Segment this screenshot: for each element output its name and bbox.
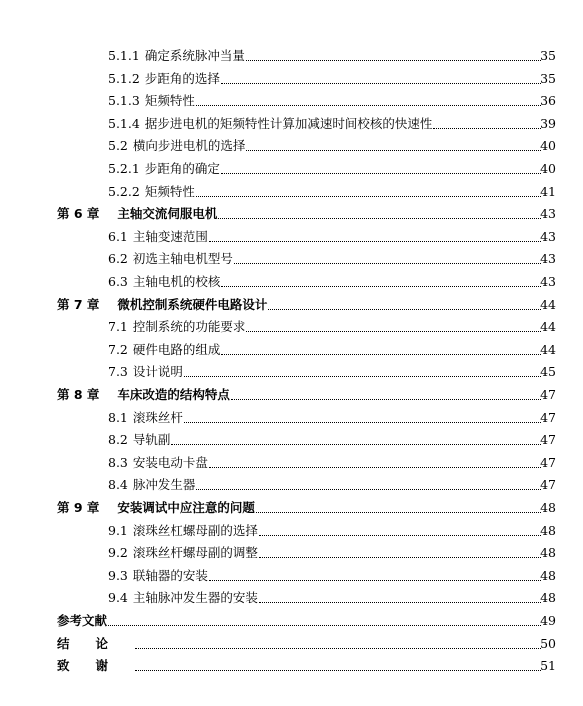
- dot-leader: [221, 163, 541, 174]
- toc-page-number: 44: [540, 296, 556, 312]
- toc-entry-number: 8.1: [108, 409, 128, 425]
- toc-entry-text: [108, 249, 233, 269]
- toc-entry-title: 设计说明: [132, 364, 183, 380]
- dot-leader: [209, 457, 541, 468]
- toc-page-number: 48: [540, 590, 556, 606]
- toc-row[interactable]: [0, 475, 583, 495]
- toc-row[interactable]: [0, 91, 583, 111]
- toc-entry-number: 8.2: [108, 432, 128, 448]
- toc-entry-number: 8.3: [108, 454, 128, 470]
- toc-entry-number: 8.4: [108, 477, 128, 493]
- toc-entry-title: 据步进电机的矩频特性计算加减速时间校核的快速性: [144, 115, 433, 131]
- toc-row[interactable]: [0, 114, 583, 134]
- dot-leader: [433, 118, 541, 129]
- dot-leader: [196, 186, 541, 197]
- toc-entry-number: 第 6 章: [57, 206, 100, 222]
- toc-entry-number: 5.1.4: [108, 115, 140, 131]
- toc-entry-title: 滚珠丝杆螺母副的调整: [132, 545, 258, 561]
- toc-entry-text: [108, 521, 258, 541]
- toc-row[interactable]: [0, 46, 583, 66]
- toc-page-number: 47: [540, 432, 556, 448]
- toc-row[interactable]: [0, 588, 583, 608]
- toc-entry-title: 初选主轴电机型号: [132, 251, 233, 267]
- dot-leader: [184, 366, 541, 377]
- dot-leader: [171, 434, 541, 445]
- toc-page-number: 35: [540, 48, 556, 63]
- toc-row[interactable]: [0, 272, 583, 292]
- toc-entry-title: 参考文献: [57, 613, 108, 628]
- toc-entry-title: 脉冲发生器: [132, 477, 196, 493]
- toc-entry-number: 5.1.3: [108, 93, 140, 109]
- toc-row[interactable]: [0, 521, 583, 541]
- toc-page-number: 48: [540, 567, 556, 583]
- toc-row[interactable]: [0, 408, 583, 428]
- toc-entry-text: [108, 453, 208, 473]
- toc-page-number: 41: [540, 183, 556, 199]
- toc-row[interactable]: [0, 249, 583, 269]
- toc-entry-title: 控制系统的功能要求: [132, 319, 246, 335]
- toc-entry-text: [108, 114, 432, 134]
- toc-row[interactable]: [0, 611, 583, 631]
- toc-entry-title: 硬件电路的组成: [132, 341, 221, 357]
- toc-row[interactable]: [0, 656, 583, 676]
- toc-page-number: 47: [540, 477, 556, 493]
- toc-row[interactable]: [0, 566, 583, 586]
- toc-page-number: 48: [540, 522, 556, 538]
- toc-entry-number: 第 7 章: [57, 296, 100, 312]
- dot-leader: [246, 140, 541, 151]
- dot-leader: [231, 389, 541, 400]
- toc-entry-title: 步距角的选择: [144, 70, 220, 86]
- toc-row[interactable]: [0, 317, 583, 337]
- toc-entry-title: 主轴变速范围: [132, 228, 208, 244]
- toc-entry-title: 联轴器的安装: [132, 567, 208, 583]
- toc-entry-number: 7.1: [108, 319, 128, 335]
- toc-entry-number: 9.2: [108, 545, 128, 561]
- toc-entry-text: [108, 69, 220, 89]
- dot-leader: [234, 253, 541, 264]
- toc-entry-text: [57, 498, 255, 518]
- toc-page-number: 40: [540, 138, 556, 154]
- toc-entry-title: 滚珠丝杆: [132, 409, 183, 425]
- dot-leader: [221, 73, 541, 84]
- toc-page-number: 47: [540, 454, 556, 470]
- toc-row[interactable]: [0, 340, 583, 360]
- toc-page-number: 48: [540, 500, 556, 515]
- dot-leader: [256, 502, 541, 513]
- toc-entry-title: 导轨副: [132, 432, 171, 448]
- toc-entry-title: 主轴脉冲发生器的安装: [132, 590, 258, 606]
- toc-entry-text: [57, 634, 134, 654]
- toc-page-number: 48: [540, 545, 556, 561]
- toc-page-number: 47: [540, 409, 556, 425]
- dot-leader: [218, 208, 541, 219]
- toc-row[interactable]: [0, 182, 583, 202]
- toc-entry-text: [57, 611, 107, 631]
- toc-entry-title: 主轴电机的校核: [132, 274, 221, 289]
- toc-page-number: 51: [540, 658, 556, 674]
- toc-entry-title: 矩频特性: [144, 183, 195, 199]
- toc-chapter-row[interactable]: [0, 385, 583, 405]
- toc-entry-text: [57, 295, 267, 315]
- toc-entry-text: [108, 46, 245, 66]
- toc-entry-number: 6.2: [108, 251, 128, 267]
- toc-page-number: 36: [540, 93, 556, 109]
- toc-entry-number: 7.3: [108, 364, 128, 380]
- toc-entry-title: 横向步进电机的选择: [132, 138, 246, 154]
- dot-leader: [221, 276, 541, 287]
- dot-leader: [246, 321, 541, 332]
- toc-entry-number: 5.2.2: [108, 183, 140, 199]
- toc-entry-text: [108, 588, 258, 608]
- toc-entry-title: 结论: [57, 635, 135, 651]
- toc-entry-number: 第 8 章: [57, 387, 100, 402]
- toc-page-number: 43: [540, 228, 556, 244]
- dot-leader: [259, 547, 541, 558]
- toc-entry-text: [57, 656, 134, 676]
- dot-leader: [246, 50, 541, 61]
- toc-entry-title: 滚珠丝杠螺母副的选择: [132, 522, 258, 538]
- toc-chapter-row[interactable]: [0, 498, 583, 518]
- toc-entry-text: [108, 408, 183, 428]
- toc-entry-title: 车床改造的结构特点: [117, 387, 230, 402]
- toc-row[interactable]: [0, 362, 583, 382]
- toc-entry-number: 5.1.2: [108, 70, 140, 86]
- toc-row[interactable]: [0, 430, 583, 450]
- toc-entry-text: [57, 204, 217, 224]
- toc-entry-title: 微机控制系统硬件电路设计: [117, 296, 268, 312]
- toc-row[interactable]: [0, 227, 583, 247]
- toc-entry-number: 第 9 章: [57, 500, 100, 515]
- toc-entry-number: 9.4: [108, 590, 128, 606]
- toc-entry-text: [108, 475, 195, 495]
- toc-entry-number: 9.3: [108, 567, 128, 583]
- dot-leader: [135, 660, 541, 671]
- toc-entry-title: 步距角的确定: [144, 161, 220, 176]
- dot-leader: [259, 525, 541, 536]
- toc-entry-text: [108, 227, 208, 247]
- toc-entry-title: 安装电动卡盘: [132, 454, 208, 470]
- toc-row[interactable]: [0, 136, 583, 156]
- toc-entry-text: [57, 385, 230, 405]
- toc-row[interactable]: [0, 453, 583, 473]
- toc-entry-text: [108, 91, 195, 111]
- toc-entry-text: [108, 272, 220, 292]
- toc-entry-text: [108, 182, 195, 202]
- toc-entry-text: [108, 340, 220, 360]
- toc-row[interactable]: [0, 159, 583, 179]
- toc-entry-number: 9.1: [108, 522, 128, 538]
- toc-page-number: 47: [540, 387, 556, 402]
- dot-leader: [221, 344, 541, 355]
- toc-entry-number: 5.2: [108, 138, 128, 154]
- toc-entry-title: 安装调试中应注意的问题: [117, 500, 255, 515]
- toc-entry-title: 矩频特性: [144, 93, 195, 109]
- toc-page-number: 43: [540, 274, 556, 289]
- dot-leader: [209, 570, 541, 581]
- dot-leader: [196, 479, 541, 490]
- toc-page-number: 35: [540, 70, 556, 86]
- toc-chapter-row[interactable]: [0, 295, 583, 315]
- dot-leader: [209, 231, 541, 242]
- dot-leader: [184, 412, 541, 423]
- dot-leader: [108, 615, 541, 626]
- toc-page-number: 43: [540, 251, 556, 267]
- toc-entry-text: [108, 136, 245, 156]
- toc-page-number: 39: [540, 115, 556, 131]
- toc-row[interactable]: [0, 69, 583, 89]
- toc-entry-title: 主轴交流伺服电机: [117, 206, 218, 222]
- toc-page-number: 44: [540, 319, 556, 335]
- toc-entry-text: [108, 543, 258, 563]
- toc-page-number: 40: [540, 161, 556, 176]
- toc-chapter-row[interactable]: [0, 204, 583, 224]
- dot-leader: [268, 299, 541, 310]
- toc-entry-number: 7.2: [108, 341, 128, 357]
- toc-page-number: 45: [540, 364, 556, 380]
- dot-leader: [259, 592, 541, 603]
- toc-entry-number: 6.3: [108, 274, 128, 289]
- toc-row[interactable]: [0, 634, 583, 654]
- toc-entry-text: [108, 430, 170, 450]
- toc-entry-title: 确定系统脉冲当量: [144, 48, 245, 63]
- toc-entry-number: 6.1: [108, 228, 128, 244]
- toc-entry-text: [108, 362, 183, 382]
- toc-entry-number: 5.1.1: [108, 48, 140, 63]
- toc-entry-text: [108, 566, 208, 586]
- toc-page-number: 49: [540, 613, 556, 628]
- toc-page-number: 43: [540, 206, 556, 222]
- toc-row[interactable]: [0, 543, 583, 563]
- toc-entry-number: 5.2.1: [108, 161, 140, 176]
- toc-page-number: 44: [540, 341, 556, 357]
- toc-entry-title: 致谢: [57, 658, 135, 674]
- toc-page-number: 50: [540, 635, 556, 651]
- toc-entry-text: [108, 159, 220, 179]
- dot-leader: [196, 95, 541, 106]
- dot-leader: [135, 638, 541, 649]
- toc-entry-text: [108, 317, 245, 337]
